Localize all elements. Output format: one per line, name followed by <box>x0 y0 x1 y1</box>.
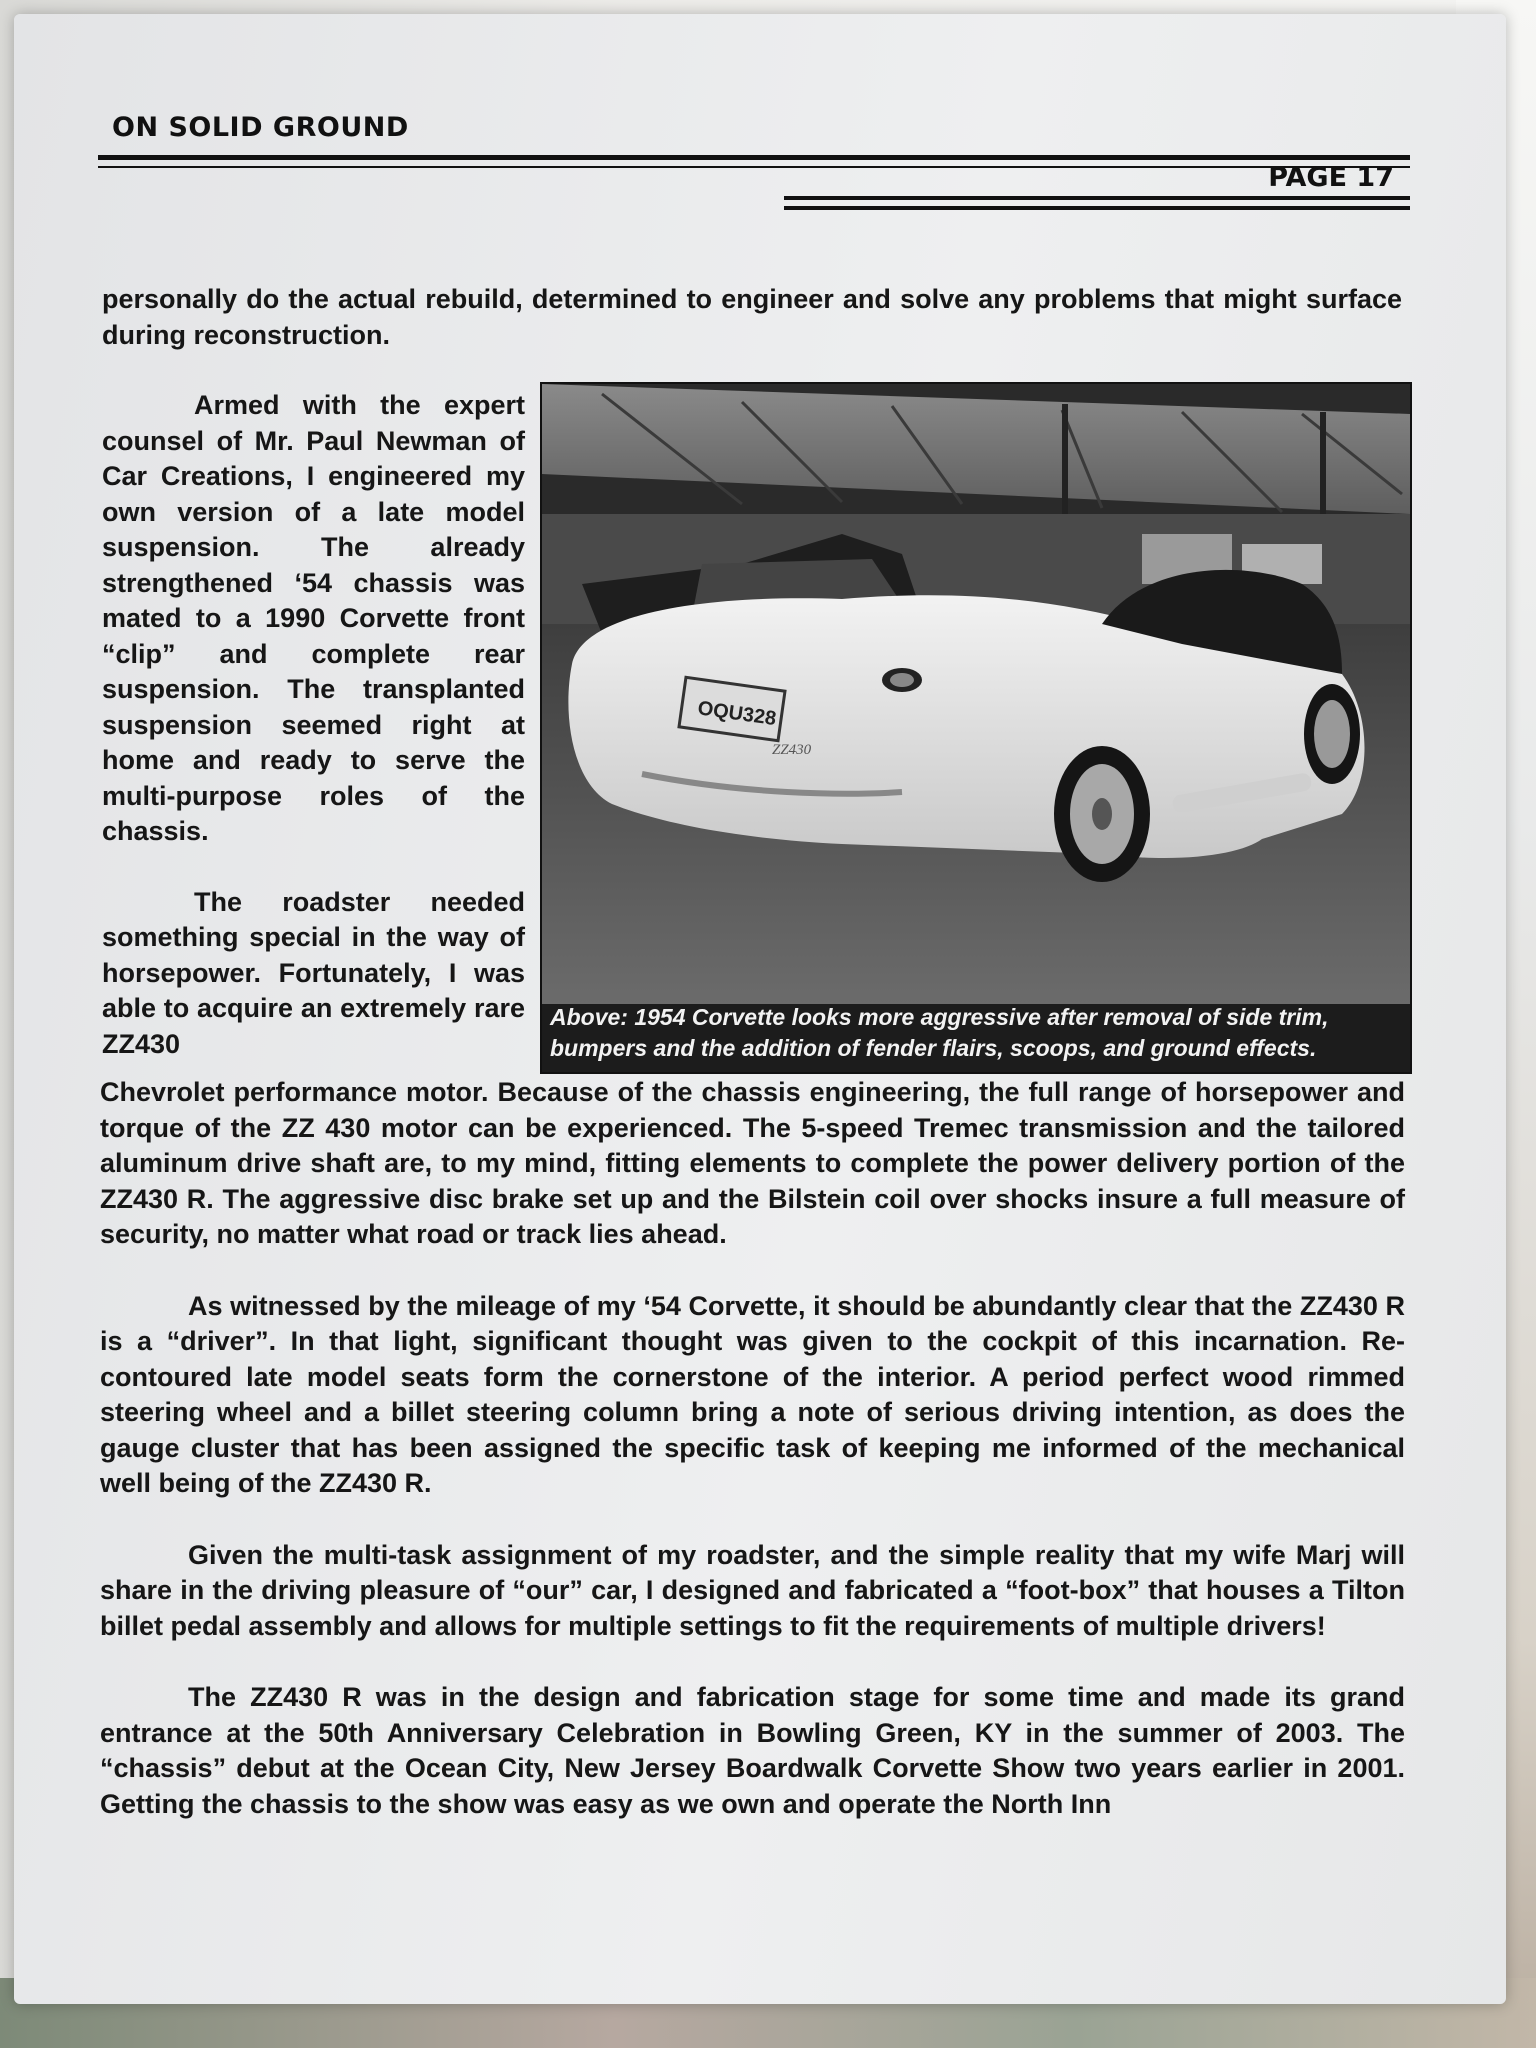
badge-text: ZZ430 <box>772 742 812 758</box>
paragraph-suspension: Armed with the expert counsel of Mr. Paul Newman of Car Creations, I engineered my own version of a late model suspension. The already strengthened ‘54 chassis was mated to a 1990 Corvette front “clip” and complete rear suspension. The transplanted suspension seemed right at home and ready to serve the multi-purpose roles of the chassis. <box>102 390 525 846</box>
paragraph-cockpit: As witnessed by the mileage of my ‘54 Corvette, it should be abundantly clear that the ZZ430 R is a “driver”. In that light, significant thought was given to the cockpit of this incarnation. Re-contoured late model seats form the cornerstone of the interior. A period perfect wood rimmed steering wheel and a billet steering column bring a note of serious driving intention, as does the gauge cluster that has been assigned the specific task of keeping me informed of the mechanical well being of the ZZ430 R. <box>100 1290 1405 1498</box>
left-column <box>102 388 525 1097</box>
page-header <box>84 100 1414 240</box>
header-rule <box>98 166 1410 168</box>
paragraph-debut: The ZZ430 R was in the design and fabrication stage for some time and made its grand entrance at the 50th Anniversary Celebration in Bowling Green, KY in the summer of 2003. The “chassis” debut at the Ocean City, New Jersey Boardwalk Corvette Show two years earlier in 2001. Getting the chassis to the show was easy as we own and operate the North Inn <box>100 1682 1405 1819</box>
photo-caption: Above: 1954 Corvette looks more aggressive after removal of side trim, bumpers and the addition of fender flairs, scoops, and ground effects. <box>550 1004 1329 1061</box>
license-plate: OQU328 <box>696 697 778 731</box>
header-rule <box>784 206 1410 210</box>
intro-paragraph: personally do the actual rebuild, determined to engineer and solve any problems that might surface during reconstruction. <box>102 284 1402 350</box>
corvette-roadster-image <box>542 384 1410 1004</box>
header-rule <box>784 196 1410 200</box>
main-column <box>100 1075 1405 1858</box>
publication-title: ON SOLID GROUND <box>112 112 409 143</box>
paragraph-foot-box: Given the multi-task assignment of my roadster, and the simple reality that my wife Marj will share in the driving pleasure of “our” car, I designed and fabricated a “foot-box” that houses a Tilton billet pedal assembly and allows for multiple settings to fit the requirements of multiple drivers! <box>100 1539 1405 1641</box>
paragraph-drivetrain: Chevrolet performance motor. Because of the chassis engineering, the full range of horsepower and torque of the ZZ 430 motor can be experienced. The 5-speed Tremec transmission and the tailored aluminum drive shaft are, to my mind, fitting elements to complete the power delivery portion of the ZZ430 R. The aggressive disc brake set up and the Bilstein coil over shocks insure a full measure of security, no matter what road or track lies ahead. <box>100 1077 1405 1249</box>
header-rule <box>98 155 1410 160</box>
car-photo <box>540 382 1412 1074</box>
page-number: PAGE 17 <box>1268 162 1394 193</box>
paragraph-horsepower: The roadster needed something special in the way of horsepower. Fortunately, I was able to acquire an extremely rare ZZ430 <box>102 886 525 1059</box>
